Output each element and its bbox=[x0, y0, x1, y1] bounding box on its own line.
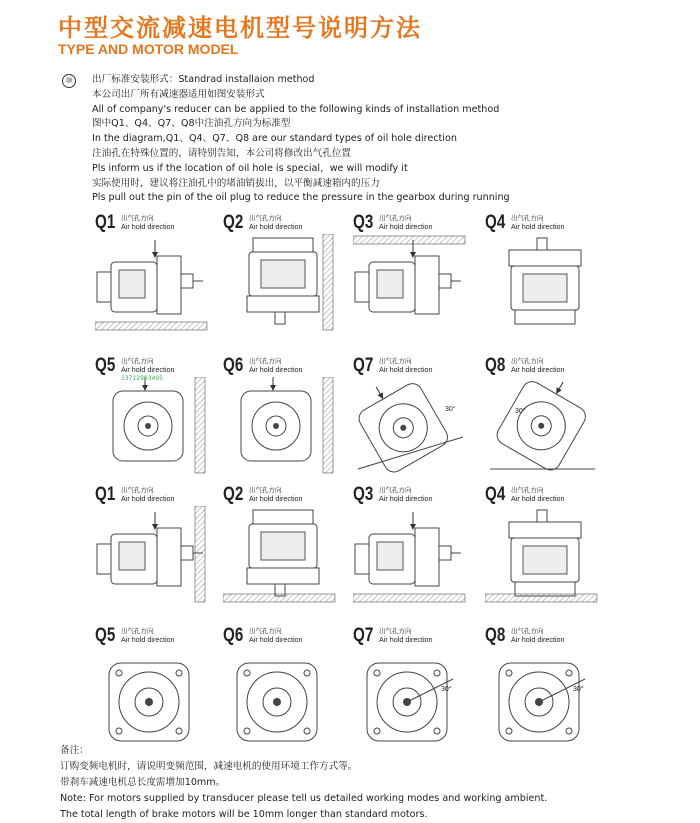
orientation-q3 bbox=[353, 484, 473, 609]
air-hole-label-en: Air hold direction bbox=[249, 222, 303, 231]
notes-heading: 备注： bbox=[60, 745, 89, 756]
section-number: ⑩ bbox=[62, 74, 76, 88]
air-hole-label-en: Air hold direction bbox=[249, 365, 303, 374]
orientation-code: Q4 bbox=[485, 484, 506, 505]
air-hole-label-en: Air hold direction bbox=[511, 222, 565, 231]
orientation-q6 bbox=[223, 625, 343, 750]
angle-label: 30° bbox=[573, 686, 584, 693]
air-hole-label-cn: 出气孔方向 bbox=[379, 627, 412, 635]
orientation-q4 bbox=[485, 484, 605, 609]
angle-label: 30° bbox=[515, 408, 526, 415]
page-title-en: TYPE AND MOTOR MODEL bbox=[58, 41, 239, 57]
air-hole-label-cn: 出气孔方向 bbox=[121, 214, 154, 222]
air-hole-label-cn: 出气孔方向 bbox=[379, 214, 412, 222]
motor-drawing-svg bbox=[95, 647, 215, 747]
motor-drawing-svg bbox=[353, 647, 473, 747]
orientation-q3 bbox=[353, 212, 473, 337]
note-line: The total length of brake motors will be 10mm longer than standard motors. bbox=[60, 809, 428, 820]
intro-line: Pls inform us if the location of oil hole is special，we will modify it bbox=[92, 162, 408, 174]
motor-drawing-svg bbox=[223, 506, 343, 606]
motor-drawing bbox=[223, 234, 343, 334]
intro-text bbox=[92, 73, 652, 206]
motor-drawing-svg bbox=[95, 377, 215, 477]
air-hole-label-en: Air hold direction bbox=[121, 635, 175, 644]
air-hole-label-cn: 出气孔方向 bbox=[121, 357, 154, 365]
motor-drawing-svg bbox=[353, 234, 473, 334]
orientation-code: Q1 bbox=[95, 484, 116, 505]
air-hole-label-en: Air hold direction bbox=[511, 635, 565, 644]
air-hole-label-en: Air hold direction bbox=[511, 365, 565, 374]
installation-diagram bbox=[95, 212, 590, 727]
motor-drawing bbox=[485, 647, 605, 747]
orientation-code: Q1 bbox=[95, 212, 116, 233]
note-line: 订购变频电机时，请说明变频范围，减速电机的使用环境工作方式等。 bbox=[60, 761, 358, 772]
orientation-q7 bbox=[353, 355, 473, 480]
air-hole-label-cn: 出气孔方向 bbox=[379, 486, 412, 494]
motor-drawing-svg bbox=[223, 647, 343, 747]
orientation-q8 bbox=[485, 625, 605, 750]
motor-drawing bbox=[353, 647, 473, 747]
motor-drawing bbox=[485, 506, 605, 606]
motor-drawing-svg bbox=[485, 506, 605, 606]
orientation-code: Q4 bbox=[485, 212, 506, 233]
orientation-q2 bbox=[223, 212, 343, 337]
motor-drawing bbox=[485, 234, 605, 334]
motor-drawing-svg bbox=[485, 234, 605, 334]
orientation-code: Q8 bbox=[485, 355, 506, 376]
air-hole-label-en: Air hold direction bbox=[379, 222, 433, 231]
orientation-code: Q6 bbox=[223, 355, 244, 376]
air-hole-label-cn: 出气孔方向 bbox=[511, 627, 544, 635]
motor-drawing bbox=[223, 647, 343, 747]
orientation-code: Q3 bbox=[353, 212, 374, 233]
air-hole-label-cn: 出气孔方向 bbox=[249, 214, 282, 222]
air-hole-label-en: Air hold direction bbox=[379, 635, 433, 644]
air-hole-label-cn: 出气孔方向 bbox=[379, 357, 412, 365]
air-hole-label-cn: 出气孔方向 bbox=[511, 214, 544, 222]
motor-drawing bbox=[353, 377, 473, 477]
motor-drawing-svg bbox=[223, 234, 343, 334]
air-hole-label-en: Air hold direction bbox=[121, 365, 175, 374]
orientation-q4 bbox=[485, 212, 605, 337]
intro-line: 实际使用时，建议将注油孔中的堵油销拔出，以平衡减速箱内的压力 bbox=[92, 177, 380, 189]
motor-drawing-svg bbox=[353, 506, 473, 606]
orientation-code: Q2 bbox=[223, 212, 244, 233]
motor-drawing-svg bbox=[485, 377, 605, 477]
motor-drawing-svg bbox=[95, 506, 215, 606]
air-hole-label-cn: 出气孔方向 bbox=[511, 486, 544, 494]
orientation-q5 bbox=[95, 625, 215, 750]
motor-drawing bbox=[95, 647, 215, 747]
angle-label: 30° bbox=[445, 406, 456, 413]
motor-drawing bbox=[95, 506, 215, 606]
orientation-q2 bbox=[223, 484, 343, 609]
orientation-code: Q6 bbox=[223, 625, 244, 646]
motor-drawing bbox=[353, 234, 473, 334]
air-hole-label-en: Air hold direction bbox=[121, 494, 175, 503]
orientation-code: Q2 bbox=[223, 484, 244, 505]
air-hole-label-en: Air hold direction bbox=[511, 494, 565, 503]
orientation-q1 bbox=[95, 212, 215, 337]
phone-watermark: 13712903495 bbox=[121, 375, 163, 382]
page-title-cn: 中型交流减速电机型号说明方法 bbox=[58, 14, 422, 42]
intro-line: 出厂标准安装形式：Standrad installaion method bbox=[92, 74, 315, 85]
air-hole-label-cn: 出气孔方向 bbox=[511, 357, 544, 365]
angle-label: 30° bbox=[441, 686, 452, 693]
motor-drawing-svg bbox=[95, 234, 215, 334]
motor-drawing-svg bbox=[223, 377, 343, 477]
orientation-code: Q7 bbox=[353, 625, 374, 646]
intro-line: Pls pull out the pin of the oil plug to reduce the pressure in the gearbox during running bbox=[92, 192, 510, 204]
notes bbox=[60, 743, 547, 823]
motor-drawing-svg bbox=[353, 377, 473, 477]
intro-line: All of company's reducer can be applied to the following kinds of installation method bbox=[92, 103, 500, 115]
note-line: Note: For motors supplied by transducer please tell us detailed working modes and working ambient. bbox=[60, 793, 548, 804]
orientation-code: Q5 bbox=[95, 355, 116, 376]
intro-line: 图中Q1、Q4、Q7、Q8中注油孔方向为标准型 bbox=[92, 118, 291, 130]
intro-line: 注油孔在特殊位置的，请特别告知，本公司将修改出气孔位置 bbox=[92, 147, 352, 159]
air-hole-label-cn: 出气孔方向 bbox=[121, 627, 154, 635]
motor-drawing bbox=[223, 506, 343, 606]
orientation-code: Q5 bbox=[95, 625, 116, 646]
air-hole-label-en: Air hold direction bbox=[379, 365, 433, 374]
air-hole-label-en: Air hold direction bbox=[249, 494, 303, 503]
orientation-code: Q7 bbox=[353, 355, 374, 376]
orientation-q6 bbox=[223, 355, 343, 480]
motor-drawing bbox=[353, 506, 473, 606]
air-hole-label-cn: 出气孔方向 bbox=[249, 627, 282, 635]
air-hole-label-en: Air hold direction bbox=[121, 222, 175, 231]
note-line: 带刹车减速电机总长度需增加10mm。 bbox=[60, 777, 226, 788]
air-hole-label-en: Air hold direction bbox=[249, 635, 303, 644]
motor-drawing bbox=[485, 377, 605, 477]
air-hole-label-cn: 出气孔方向 bbox=[249, 357, 282, 365]
air-hole-label-cn: 出气孔方向 bbox=[121, 486, 154, 494]
air-hole-label-cn: 出气孔方向 bbox=[249, 486, 282, 494]
motor-drawing-svg bbox=[485, 647, 605, 747]
intro-line: 本公司出厂所有减速器适用如图安装形式 bbox=[92, 88, 265, 100]
orientation-code: Q3 bbox=[353, 484, 374, 505]
motor-drawing bbox=[95, 234, 215, 334]
intro-line: In the diagram,Q1、Q4、Q7、Q8 are our standard types of oil hole direction bbox=[92, 133, 457, 145]
orientation-q7 bbox=[353, 625, 473, 750]
motor-drawing bbox=[95, 377, 215, 477]
orientation-q8 bbox=[485, 355, 605, 480]
orientation-q5 bbox=[95, 355, 215, 480]
air-hole-label-en: Air hold direction bbox=[379, 494, 433, 503]
orientation-code: Q8 bbox=[485, 625, 506, 646]
orientation-q1 bbox=[95, 484, 215, 609]
motor-drawing bbox=[223, 377, 343, 477]
